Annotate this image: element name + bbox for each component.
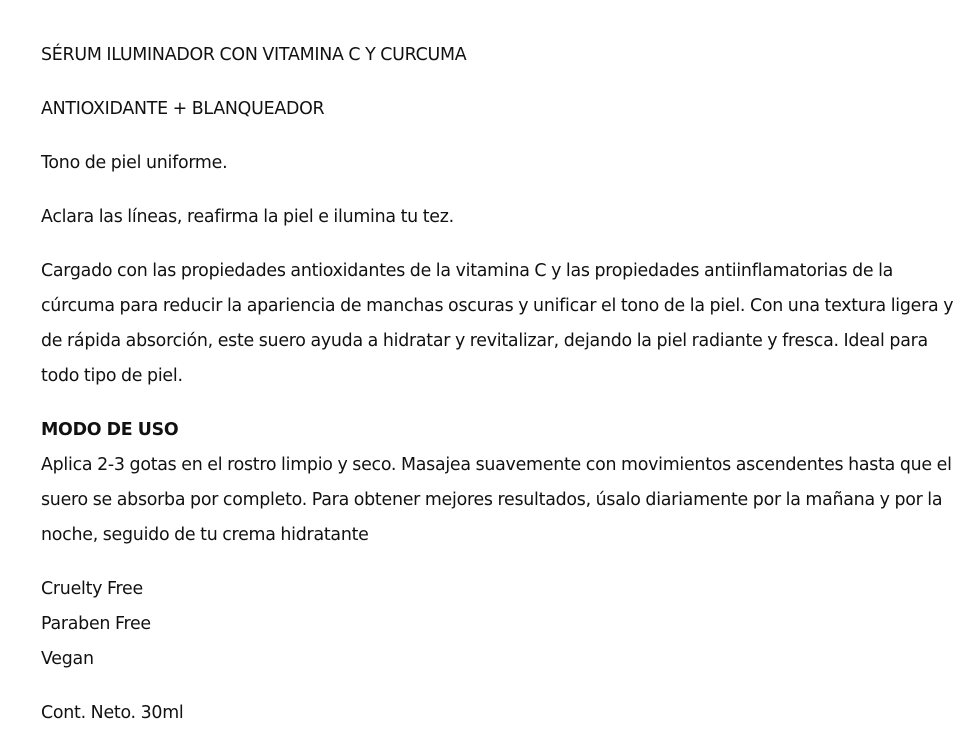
net-content: Cont. Neto. 30ml — [41, 703, 184, 723]
product-subtitle: ANTIOXIDANTE + BLANQUEADOR — [41, 99, 325, 119]
product-description-text: Cargado con las propiedades antioxidantes de la vitamina C y las propiedades antiinflamatorias de la cúrcuma para reducir la apariencia de manchas oscuras y unificar el tono de la piel. Con una textura ligera y de rápida absorción, este suero ayuda a hidratar y revitalizar, dejando la piel radiante y fresca. Ideal para todo tipo de piel. — [41, 261, 954, 386]
product-benefit: Aclara las líneas, reafirma la piel e ilumina tu tez. — [41, 207, 454, 227]
product-title: SÉRUM ILUMINADOR CON VITAMINA C Y CURCUMA — [41, 45, 467, 65]
usage-heading: MODO DE USO — [41, 420, 179, 440]
claim-cruelty-free: Cruelty Free — [41, 579, 143, 599]
product-tagline: Tono de piel uniforme. — [41, 153, 228, 173]
claim-vegan: Vegan — [41, 649, 94, 669]
claim-paraben-free: Paraben Free — [41, 614, 151, 634]
usage-text: Aplica 2-3 gotas en el rostro limpio y seco. Masajea suavemente con movimientos ascendentes hasta que el suero se absorba por completo. Para obtener mejores resultados, úsalo diariamente por la mañana y por la noche, seguido de tu crema hidratante — [41, 455, 952, 545]
